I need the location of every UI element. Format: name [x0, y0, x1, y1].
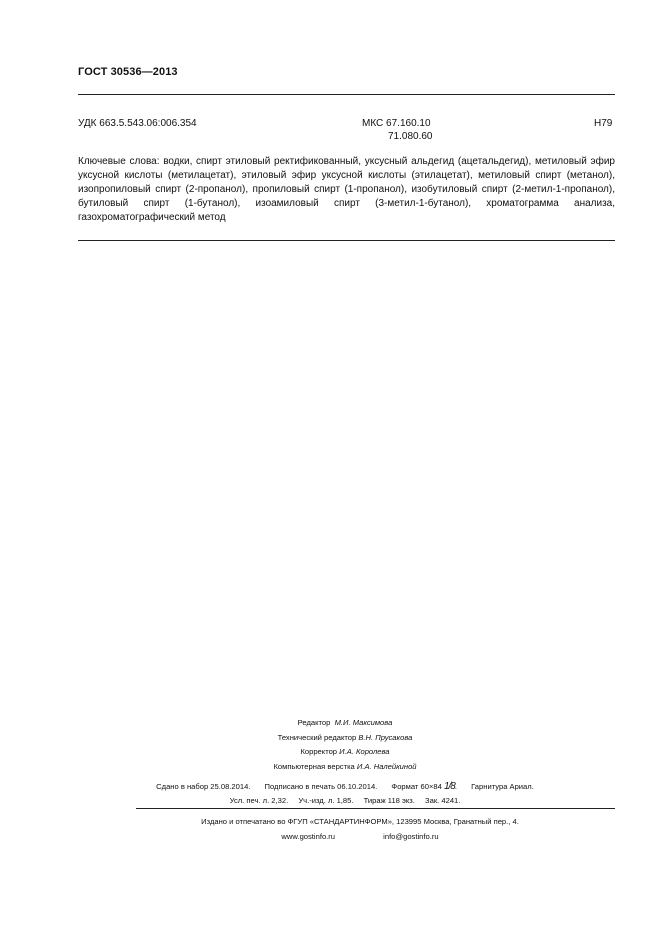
credit-editor-name: М.И. Максимова	[334, 718, 393, 727]
print-run: Тираж 118 экз.	[363, 796, 415, 805]
email-link[interactable]: info@gostinfo.ru	[383, 831, 439, 841]
credit-corrector-name: И.А. Королева	[339, 747, 390, 756]
format-label: Формат 60×84	[391, 782, 442, 791]
website-link[interactable]: www.gostinfo.ru	[281, 831, 336, 841]
credit-corrector-label: Корректор	[300, 747, 338, 756]
publishing-sheets: Уч.-изд. л. 1,85.	[298, 796, 354, 805]
publisher-footer	[130, 815, 590, 844]
credits-block	[180, 716, 510, 774]
credit-layout-name: И.А. Налейкиной	[356, 761, 417, 771]
publication-details	[130, 780, 560, 808]
credit-tech-editor-name: В.Н. Прусакова	[358, 732, 413, 742]
publication-row-1: Сдано в набор 25.08.2014. Подписано в печать 06.10.2014. Формат 60×84 1/8. Гарнитура Ариал.	[156, 781, 534, 792]
mks-code-line1: МКС 67.160.10	[362, 118, 431, 129]
signed-date: Подписано в печать 06.10.2014.	[264, 782, 378, 791]
credit-layout-label: Компьютерная верстка	[273, 761, 355, 771]
mks-codes	[362, 117, 433, 143]
credit-corrector	[180, 745, 510, 760]
credit-editor-label: Редактор	[297, 718, 331, 727]
standard-number: ГОСТ 30536—2013	[78, 66, 178, 78]
print-sheets: Усл. печ. л. 2,32.	[229, 796, 289, 805]
publication-row-2	[130, 794, 560, 808]
format-fraction: 1/8	[443, 781, 455, 792]
mks-code-line2: 71.080.60	[388, 131, 433, 142]
footer-divider	[136, 808, 615, 809]
credit-editor	[180, 716, 510, 731]
credit-tech-editor-label: Технический редактор	[277, 732, 357, 742]
keywords-divider	[78, 240, 615, 241]
order-number: Зак. 4241.	[425, 796, 461, 805]
font-name: Гарнитура Ариал.	[471, 782, 534, 791]
publisher-contacts	[130, 830, 590, 845]
sent-date: Сдано в набор 25.08.2014.	[156, 782, 251, 791]
credit-tech-editor	[180, 731, 510, 746]
credit-layout	[180, 760, 510, 775]
udk-code: УДК 663.5.543.06:006.354	[78, 118, 197, 129]
keywords-paragraph: Ключевые слова: водки, спирт этиловый ректификованный, уксусный альдегид (ацетальдегид), метиловый эфир уксусной кислоты (метилацетат), этиловый эфир уксусной кислоты (этилацетат), метиловый спирт (метанол), изопропиловый спирт (2-пропанол), пропиловый спирт (1-пропанол), изобутиловый спирт (2-метил-1-пропанол), бутиловый спирт (1-бутанол), изоамиловый спирт (3-метил-1-бутанол), хроматограмма анализа, газохроматографический метод	[78, 156, 615, 223]
header-divider	[78, 94, 615, 95]
publisher-address: Издано и отпечатано во ФГУП «СТАНДАРТИНФОРМ», 123995 Москва, Гранатный пер., 4.	[201, 817, 519, 826]
okstu-code: Н79	[594, 118, 613, 129]
